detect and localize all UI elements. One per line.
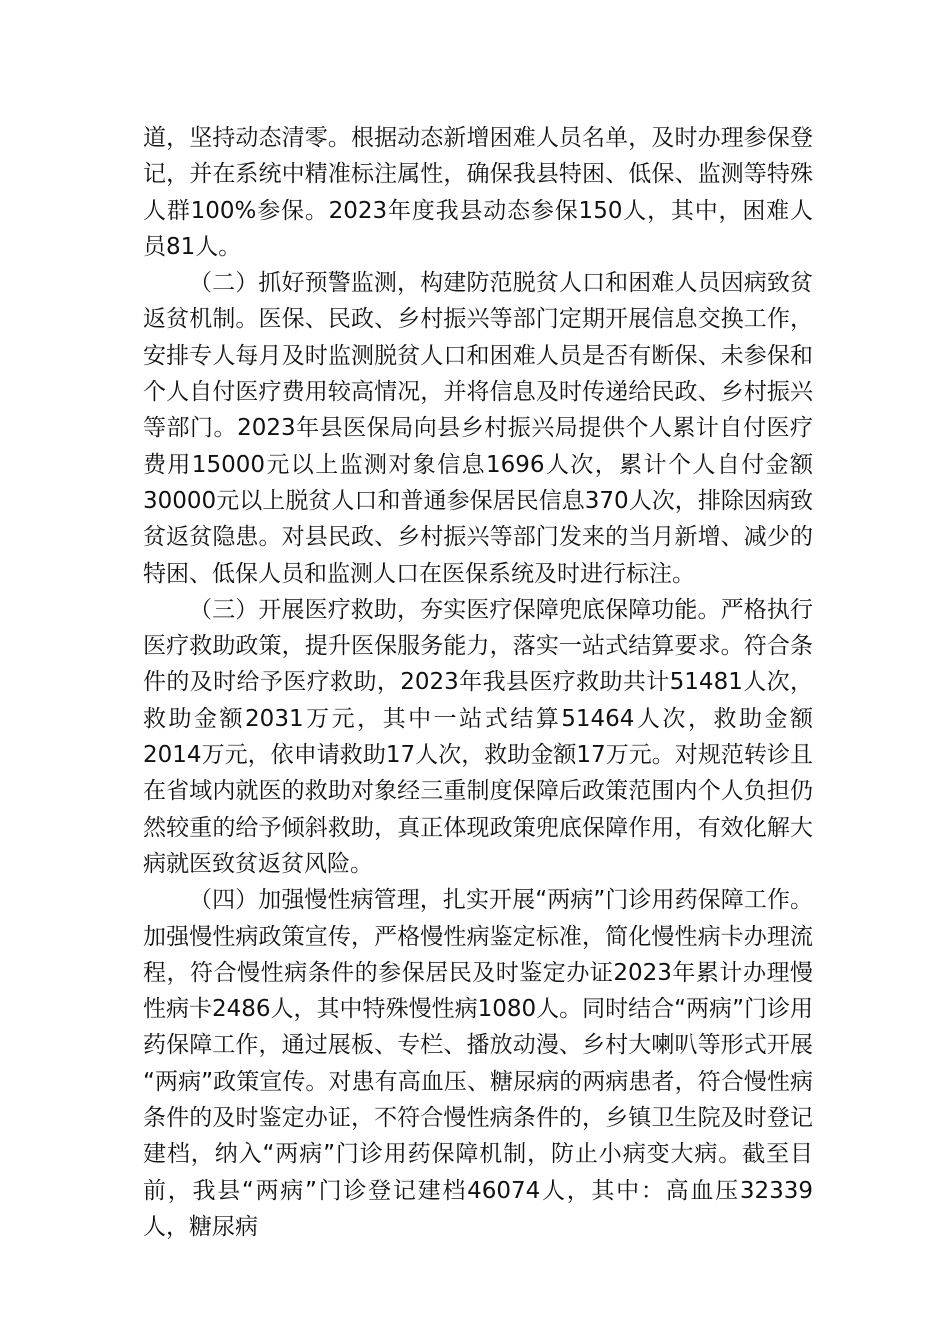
paragraph-continuation: 道，坚持动态清零。根据动态新增困难人员名单，及时办理参保登记，并在系统中精准标注属性，确保我县特困、低保、监测等特殊人群100%参保。2023年度我县动态参保150人，其中，困难人员81人。	[143, 125, 813, 260]
paragraph-section-2: （二）抓好预警监测，构建防范脱贫人口和困难人员因病致贫返贫机制。医保、民政、乡村振兴等部门定期开展信息交换工作，安排专人每月及时监测脱贫人口和困难人员是否有断保、未参保和个人自付医疗费用较高情况，并将信息及时传递给民政、乡村振兴等部门。2023年县医保局向县乡村振兴局提供个人累计自付医疗费用15000元以上监测对象信息1696人次，累计个人自付金额30000元以上脱贫人口和普通参保居民信息370人次，排除因病致贫返贫隐患。对县民政、乡村振兴等部门发来的当月新增、减少的特困、低保人员和监测人口在医保系统及时进行标注。	[143, 270, 813, 587]
paragraph-section-4: （四）加强慢性病管理，扎实开展“两病”门诊用药保障工作。加强慢性病政策宣传，严格慢性病鉴定标准，简化慢性病卡办理流程，符合慢性病条件的参保居民及时鉴定办证2023年累计办理慢性病卡2486人，其中特殊慢性病1080人。同时结合“两病”门诊用药保障工作，通过展板、专栏、播放动漫、乡村大喇叭等形式开展 “两病”政策宣传。对患有高血压、糖尿病的两病患者，符合慢性病条件的及时鉴定办证，不符合慢性病条件的，乡镇卫生院及时登记建档，纳入“两病”门诊用药保障机制，防止小病变大病。截至目前，我县“两病”门诊登记建档46074人，其中：高血压32339人，糖尿病	[143, 887, 813, 1240]
document-body	[143, 120, 813, 1245]
paragraph-section-3: （三）开展医疗救助，夯实医疗保障兜底保障功能。严格执行医疗救助政策，提升医保服务能力，落实一站式结算要求。符合条件的及时给予医疗救助，2023年我县医疗救助共计51481人次，救助金额2031万元，其中一站式结算51464人次，救助金额2014万元，依申请救助17人次，救助金额17万元。对规范转诊且在省域内就医的救助对象经三重制度保障后政策范围内个人负担仍然较重的给予倾斜救助，真正体现政策兜底保障作用，有效化解大病就医致贫返贫风险。	[143, 596, 813, 877]
